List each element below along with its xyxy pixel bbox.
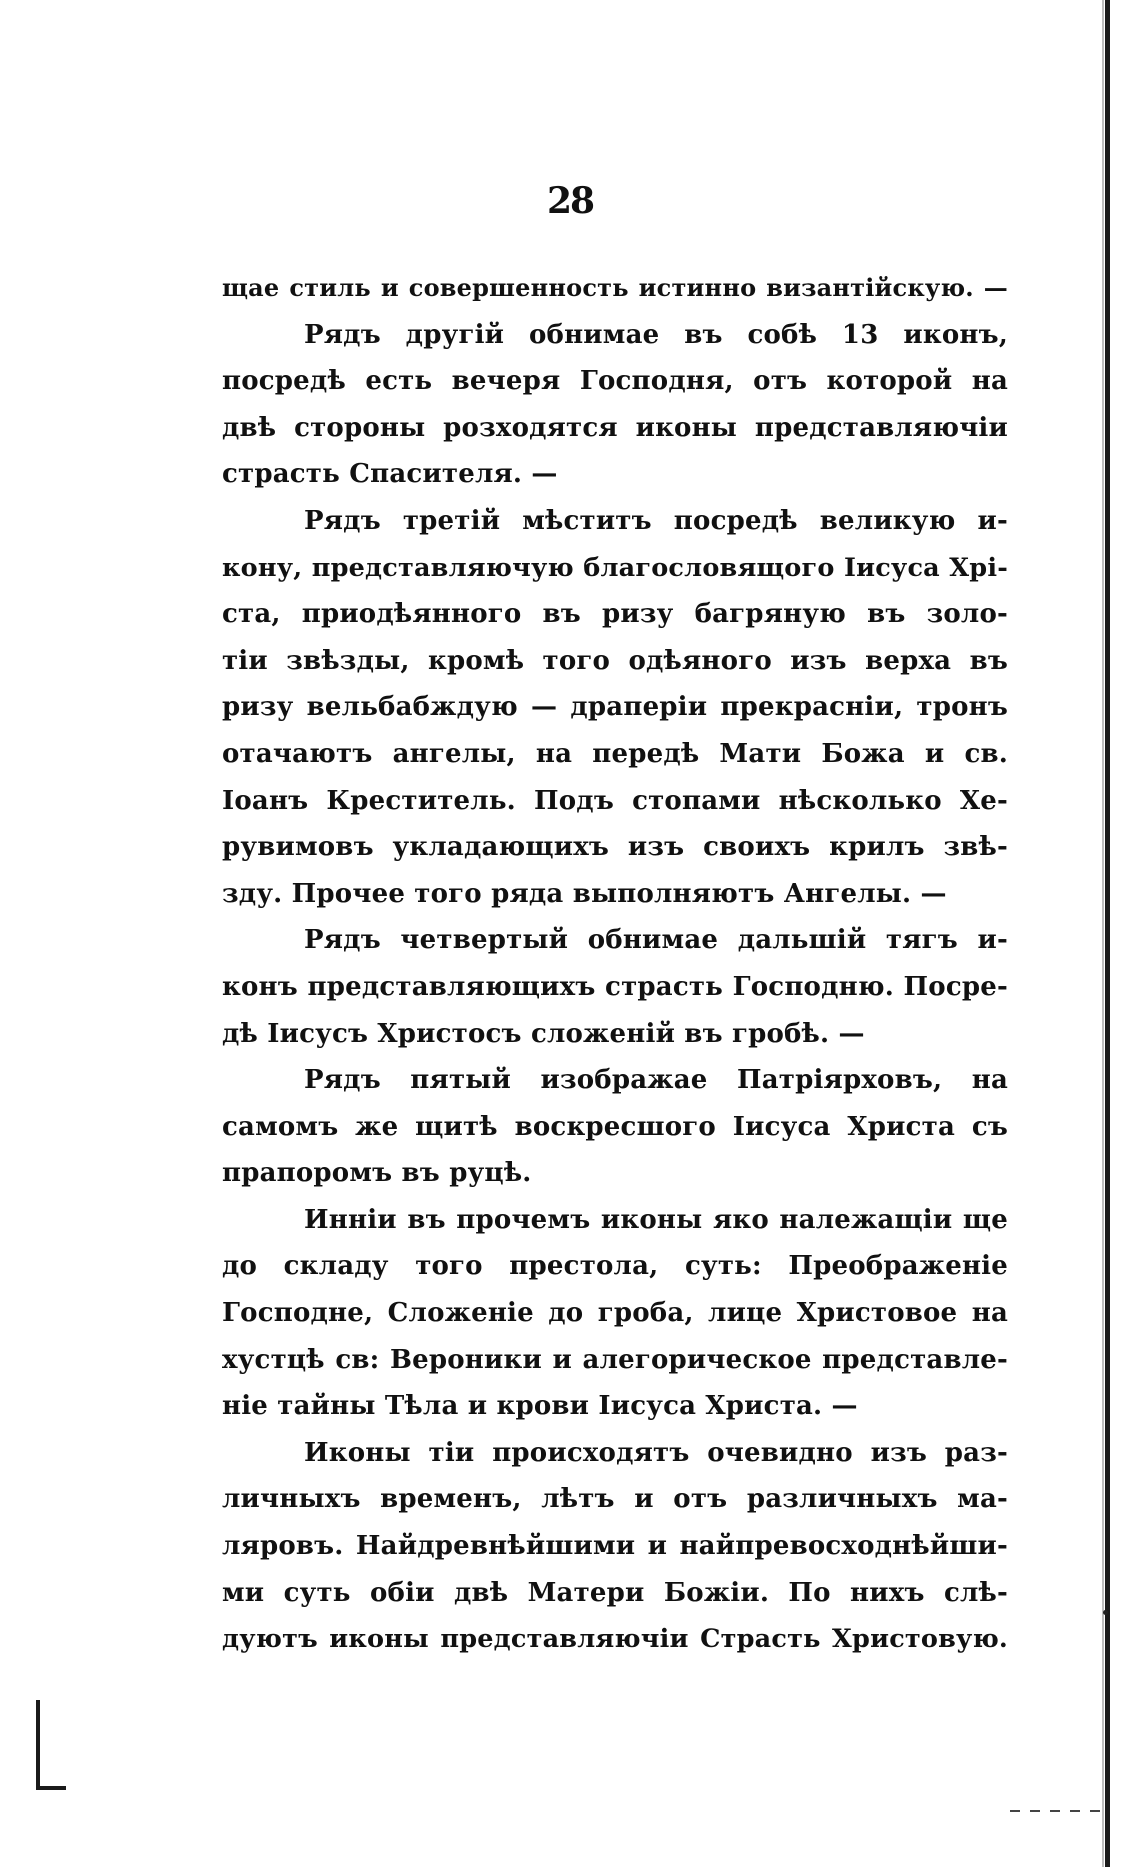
text-line: самомъ же щитѣ воскресшого Іисуса Христа съ bbox=[222, 1111, 1008, 1142]
text-line: прапоромъ въ руцѣ. bbox=[222, 1158, 532, 1189]
scan-edge-line bbox=[1105, 0, 1110, 1867]
text-line: посредѣ есть вечеря Господня, отъ которой на bbox=[222, 366, 1008, 397]
text-line: конъ представляющихъ страсть Господню. Посре- bbox=[222, 971, 1008, 1002]
scan-corner-mark-horizontal bbox=[36, 1786, 66, 1790]
text-line: до складу того престола, суть: Преображеніе bbox=[222, 1251, 1008, 1282]
body-text bbox=[222, 265, 1008, 1663]
text-line: зду. Прочее того ряда выполняютъ Ангелы. — bbox=[222, 878, 947, 909]
text-line: личныхъ временъ, лѣтъ и отъ различныхъ ма- bbox=[222, 1484, 1008, 1515]
text-line: Іоанъ Креститель. Подъ стопами нѣсколько Хе- bbox=[222, 785, 1008, 816]
text-line: Рядъ четвертый обнимае дальшій тягъ и- bbox=[304, 925, 1008, 956]
text-line: Иконы тіи происходятъ очевидно изъ раз- bbox=[304, 1437, 1008, 1468]
text-line: тіи звѣзды, кромѣ того одѣяного изъ верха въ bbox=[222, 645, 1008, 676]
text-line: Рядъ другій обнимае въ собѣ 13 иконъ, bbox=[304, 319, 1008, 350]
scan-bottom-dashes bbox=[1010, 1810, 1100, 1812]
text-line: Инніи въ прочемъ иконы яко належащіи ще bbox=[304, 1204, 1008, 1235]
scan-corner-mark-vertical bbox=[36, 1700, 40, 1790]
text-line: ми суть обіи двѣ Матери Божіи. По нихъ слѣ- bbox=[222, 1577, 1008, 1608]
text-line: двѣ стороны розходятся иконы представляючіи bbox=[222, 412, 1008, 443]
text-line: ризу вельбабждую — драперіи прекрасніи, тронъ bbox=[222, 692, 1008, 723]
text-line: хустцѣ св: Вероники и алегорическое представле- bbox=[222, 1344, 1008, 1375]
text-line: ніе тайны Тѣла и крови Іисуса Христа. — bbox=[222, 1391, 858, 1422]
text-line: Рядъ пятый изображае Патріярховъ, на bbox=[304, 1065, 1008, 1096]
text-line: кону, представляючую благословящого Іисуса Хрі- bbox=[222, 552, 1008, 583]
text-line: страсть Спасителя. — bbox=[222, 459, 558, 490]
text-line: рувимовъ укладающихъ изъ своихъ крилъ звѣ- bbox=[222, 832, 1008, 863]
text-line: Рядъ третій мѣститъ посредѣ великую и- bbox=[304, 505, 1008, 536]
text-line: дѣ Іисусъ Христосъ сложеній въ гробѣ. — bbox=[222, 1018, 865, 1049]
text-line: отачаютъ ангелы, на передѣ Мати Божа и св. bbox=[222, 738, 1008, 769]
text-line: Господне, Сложеніе до гроба, лице Христовое на bbox=[222, 1298, 1008, 1329]
scan-edge-shadow bbox=[1102, 0, 1104, 1867]
text-line: ляровъ. Найдревнѣйшими и найпревосходнѣйши- bbox=[222, 1531, 1008, 1562]
scan-speck bbox=[1103, 1610, 1108, 1615]
text-line: дуютъ иконы представляючіи Страсть Христовую. bbox=[222, 1624, 1008, 1655]
text-line: ста, приодѣянного въ ризу багряную въ золо- bbox=[222, 599, 1008, 630]
page-number: 28 bbox=[546, 180, 594, 222]
text-line: щае стиль и совершенность истинно византійскую. — bbox=[222, 273, 1008, 302]
